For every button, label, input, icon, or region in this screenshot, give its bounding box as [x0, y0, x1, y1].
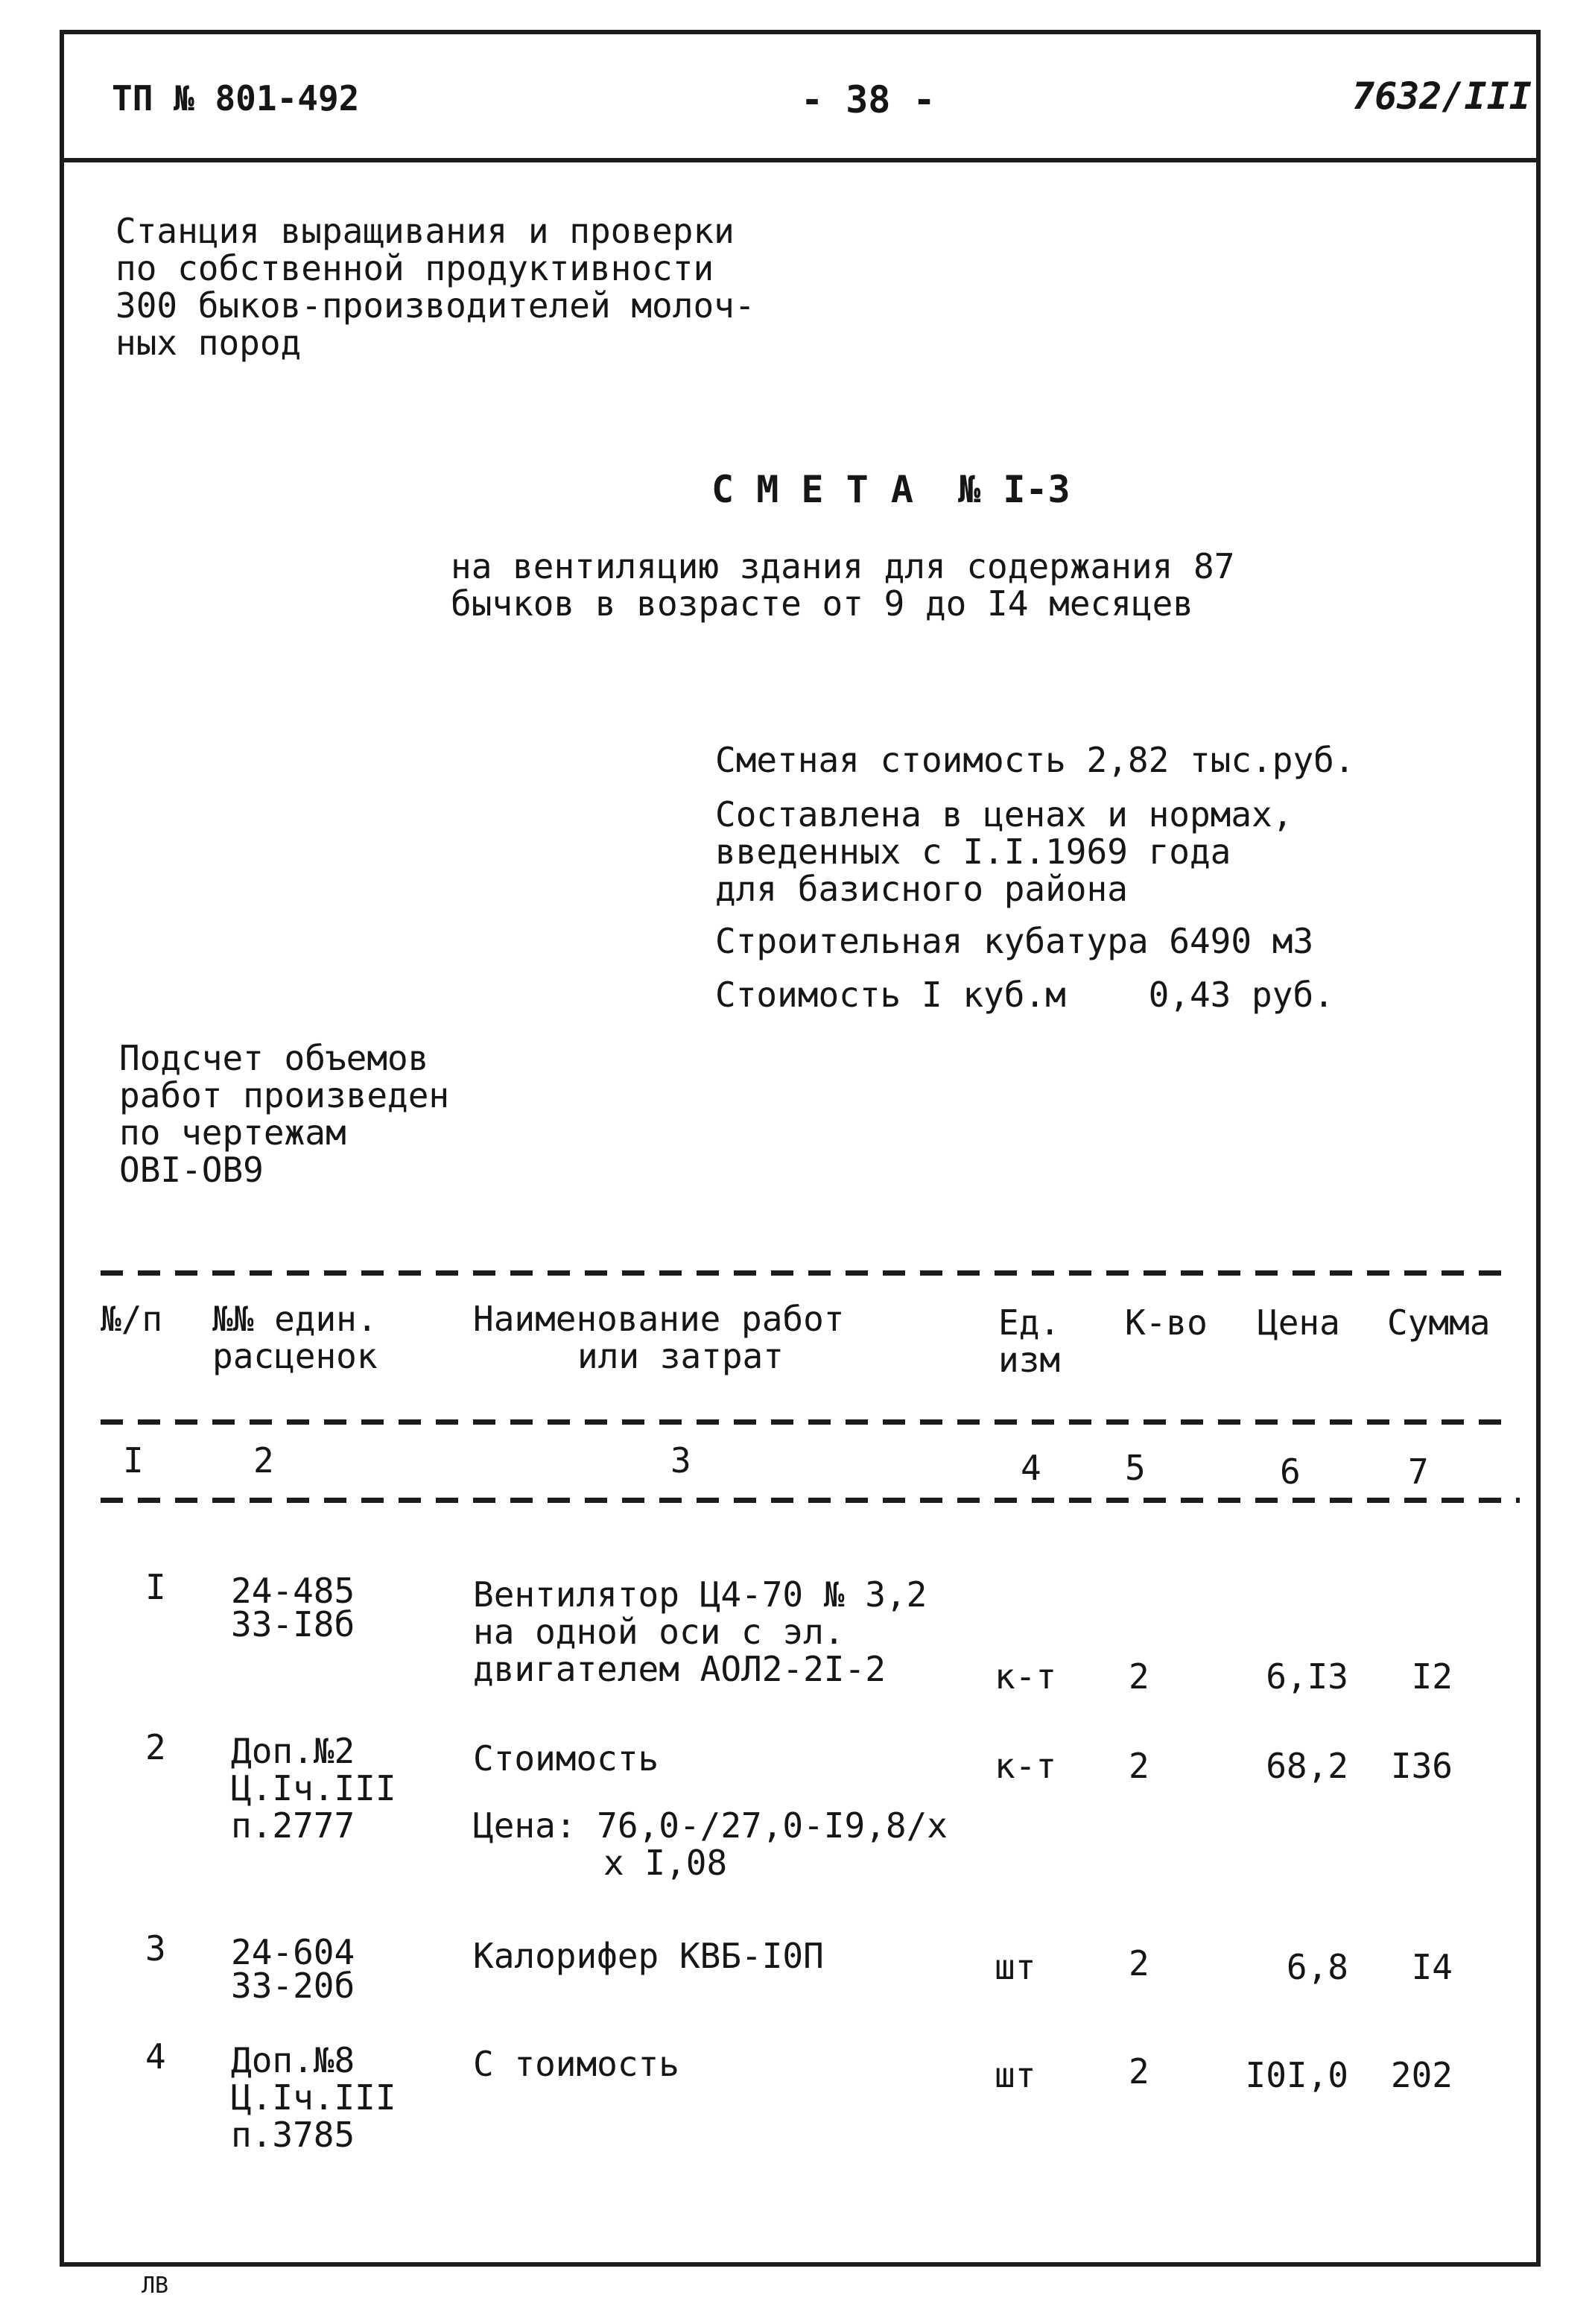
table-row-2-extra-2: х I,08	[603, 1843, 728, 1883]
table-row-2-name-1: Стоимость	[473, 1738, 659, 1779]
sheet-reference: 7632/III	[1352, 75, 1532, 118]
table-row-2-qty: 2	[1129, 1746, 1149, 1786]
table-row-3-sum: I4	[1411, 1947, 1453, 1987]
calc-note-line-1: Подсчет объемов	[119, 1038, 429, 1078]
header-qty: К-во	[1125, 1302, 1208, 1343]
estimate-subtitle-line-1: на вентиляцию здания для содержания 87	[451, 546, 1235, 586]
table-row-4-n: 4	[145, 2036, 166, 2077]
table-row-3-code-2: 33-20б	[231, 1966, 355, 2006]
col-number-5: 5	[1125, 1448, 1146, 1488]
footer-mark: ЛВ	[142, 2273, 169, 2299]
table-row-2-sum: I36	[1390, 1746, 1453, 1786]
prices-line-1: Составлена в ценах и нормах,	[715, 794, 1293, 835]
project-title-line-3: 300 быков-производителей молоч-	[115, 285, 755, 326]
table-row-3-unit: шт	[995, 1947, 1036, 1987]
table-row-2-unit: к-т	[995, 1746, 1057, 1786]
table-row-4-qty: 2	[1129, 2051, 1149, 2092]
col-number-3: 3	[670, 1440, 691, 1481]
col-number-1: I	[123, 1440, 144, 1481]
table-row-1-code-2: 33-I8б	[231, 1604, 355, 1644]
page-number: - 38 -	[801, 78, 936, 121]
table-row-3-qty: 2	[1129, 1943, 1149, 1983]
header-price: Цена	[1258, 1302, 1340, 1343]
estimate-title: С М Е Т А № I-3	[711, 468, 1071, 511]
table-row-2-extra-1: Цена: 76,0-/27,0-I9,8/х	[473, 1805, 948, 1846]
table-row-4-unit: шт	[995, 2055, 1036, 2095]
calc-note-line-3: по чертежам	[119, 1112, 346, 1153]
table-row-1-name-2: на одной оси с эл.	[473, 1612, 845, 1652]
calc-note-line-4: ОВI-ОВ9	[119, 1150, 264, 1190]
table-row-1-price: 6,I3	[1266, 1656, 1348, 1697]
table-row-4-sum: 202	[1390, 2055, 1453, 2095]
table-row-1-n: I	[145, 1567, 166, 1607]
table-row-4-code-2: Ц.Iч.III	[231, 2077, 396, 2118]
header-name-line-1: Наименование работ	[473, 1299, 845, 1339]
building-volume: Строительная кубатура 6490 м3	[715, 921, 1314, 961]
table-row-4-code-1: Доп.№8	[231, 2040, 355, 2080]
table-top-rule	[101, 1270, 1501, 1276]
table-row-2-code-3: п.2777	[231, 1805, 355, 1846]
header-unit-line-2: изм	[998, 1340, 1061, 1380]
header-name-line-2: или затрат	[577, 1336, 784, 1376]
header-sum: Сумма	[1387, 1302, 1491, 1343]
table-row-1-name-1: Вентилятор Ц4-70 № 3,2	[473, 1574, 927, 1615]
prices-line-2: введенных с I.I.1969 года	[715, 832, 1231, 872]
table-row-2-n: 2	[145, 1727, 166, 1767]
table-row-1-unit: к-т	[995, 1656, 1057, 1697]
estimate-subtitle-line-2: бычков в возрасте от 9 до I4 месяцев	[451, 583, 1193, 624]
header-code-line-1: №№ един.	[212, 1299, 378, 1339]
calc-note-line-2: работ произведен	[119, 1075, 450, 1115]
header-n: №/п	[101, 1299, 163, 1339]
table-row-4-price: I0I,0	[1245, 2055, 1348, 2095]
header-unit-line-1: Ед.	[998, 1302, 1061, 1343]
prices-line-3: для базисного района	[715, 869, 1128, 909]
table-row-4-name-1: С тоимость	[473, 2044, 679, 2084]
table-row-3-n: 3	[145, 1928, 166, 1969]
estimated-cost: Сметная стоимость 2,82 тыс.руб.	[715, 740, 1355, 780]
table-row-3-name-1: Калорифер КВБ-I0П	[473, 1936, 824, 1976]
table-row-1-name-3: двигателем АОЛ2-2I-2	[473, 1649, 886, 1689]
col-number-4: 4	[1021, 1448, 1041, 1488]
table-row-1-code-1: 24-485	[231, 1571, 355, 1611]
table-row-1-qty: 2	[1129, 1656, 1149, 1697]
table-row-2-price: 68,2	[1266, 1746, 1348, 1786]
col-number-7: 7	[1408, 1451, 1429, 1492]
table-row-1-sum: I2	[1411, 1656, 1453, 1697]
project-code: ТП № 801-492	[112, 78, 360, 118]
table-row-2-code-2: Ц.Iч.III	[231, 1768, 396, 1808]
table-row-4-code-3: п.3785	[231, 2115, 355, 2155]
header-rule	[101, 1419, 1516, 1425]
project-title-line-4: ных пород	[115, 323, 302, 363]
col-number-rule	[101, 1498, 1520, 1503]
col-number-6: 6	[1280, 1451, 1301, 1492]
col-number-2: 2	[253, 1440, 274, 1481]
header-rule	[60, 158, 1541, 162]
table-row-2-code-1: Доп.№2	[231, 1731, 355, 1771]
unit-cost: Стоимость I куб.м 0,43 руб.	[715, 975, 1334, 1015]
table-row-3-code-1: 24-604	[231, 1932, 355, 1972]
project-title-line-1: Станция выращивания и проверки	[115, 211, 735, 251]
project-title-line-2: по собственной продуктивности	[115, 248, 714, 288]
table-row-3-price: 6,8	[1286, 1947, 1348, 1987]
header-code-line-2: расценок	[212, 1336, 378, 1376]
